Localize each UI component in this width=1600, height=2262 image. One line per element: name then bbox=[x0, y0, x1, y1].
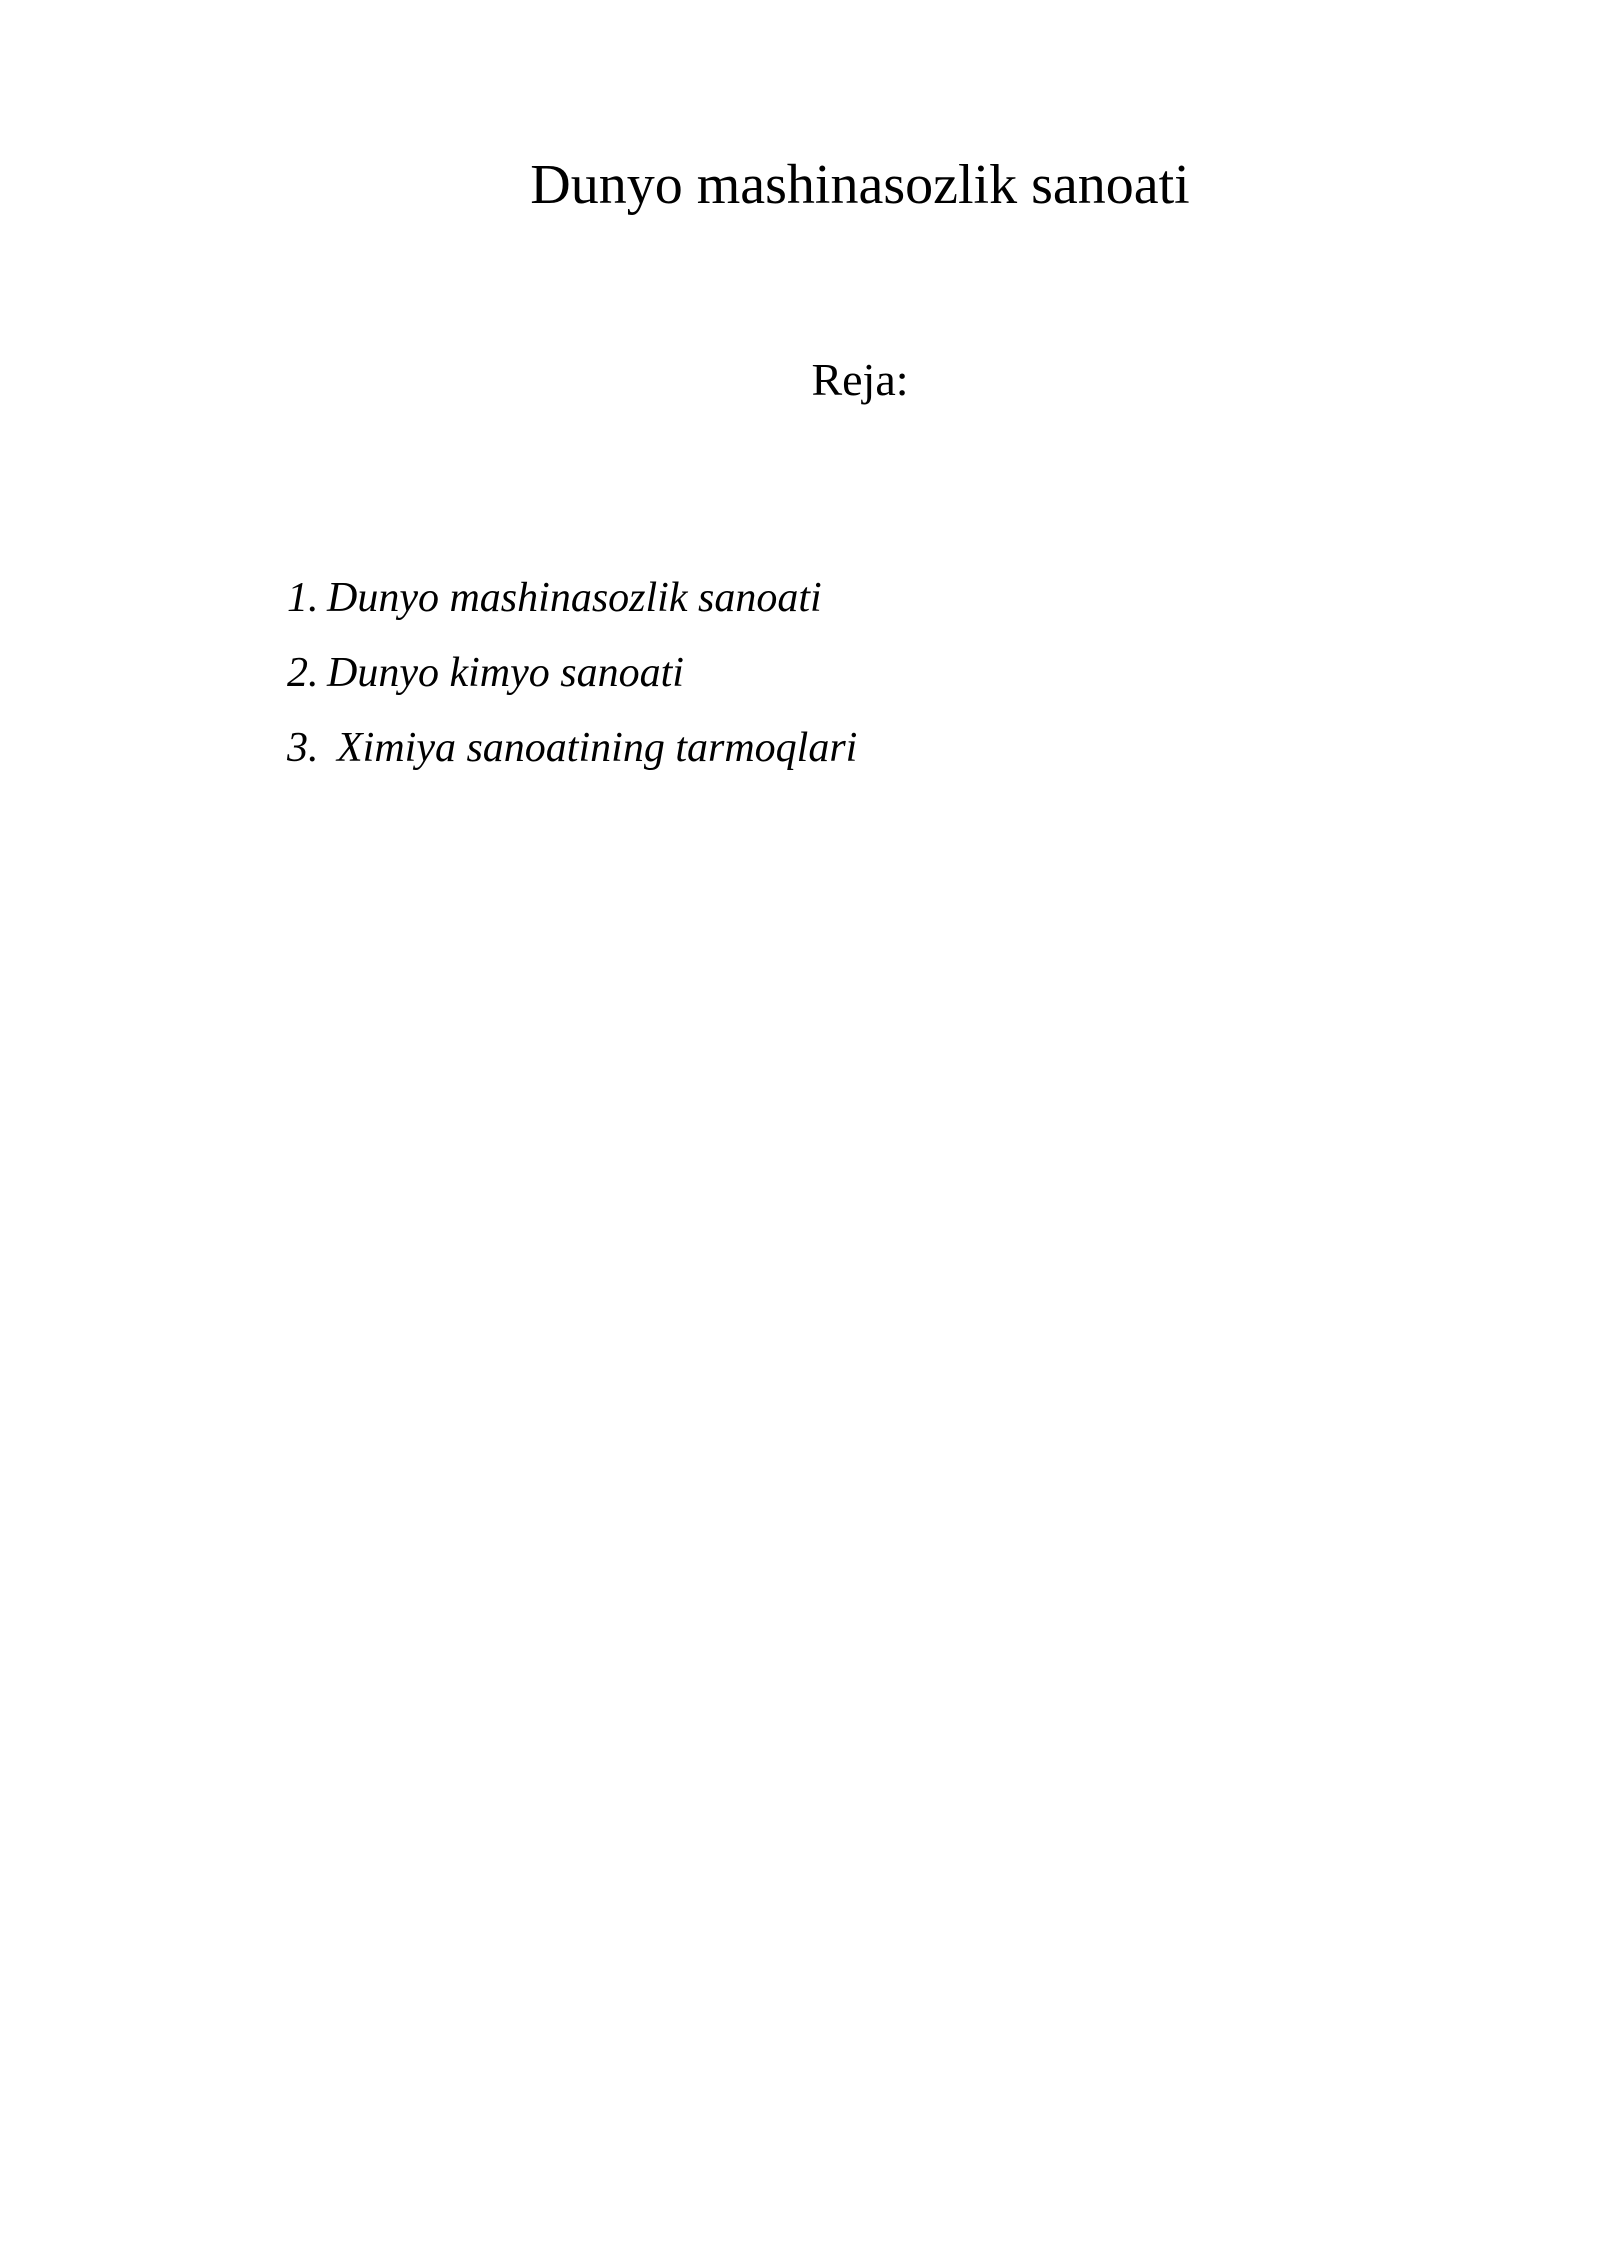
plan-item-number: 3. bbox=[287, 725, 319, 771]
plan-item-text: Ximiya sanoatining tarmoqlari bbox=[337, 725, 858, 771]
plan-list bbox=[287, 570, 857, 795]
plan-item-number: 1. bbox=[287, 575, 319, 621]
plan-heading: Reja: bbox=[811, 354, 909, 405]
plan-item-2 bbox=[287, 645, 857, 720]
plan-item-text: Dunyo mashinasozlik sanoati bbox=[327, 575, 822, 621]
plan-item-number: 2. bbox=[287, 650, 319, 696]
plan-item-1 bbox=[287, 570, 857, 645]
plan-item-text: Dunyo kimyo sanoati bbox=[327, 650, 684, 696]
document-title: Dunyo mashinasozlik sanoati bbox=[530, 154, 1190, 216]
plan-item-3 bbox=[287, 720, 857, 795]
